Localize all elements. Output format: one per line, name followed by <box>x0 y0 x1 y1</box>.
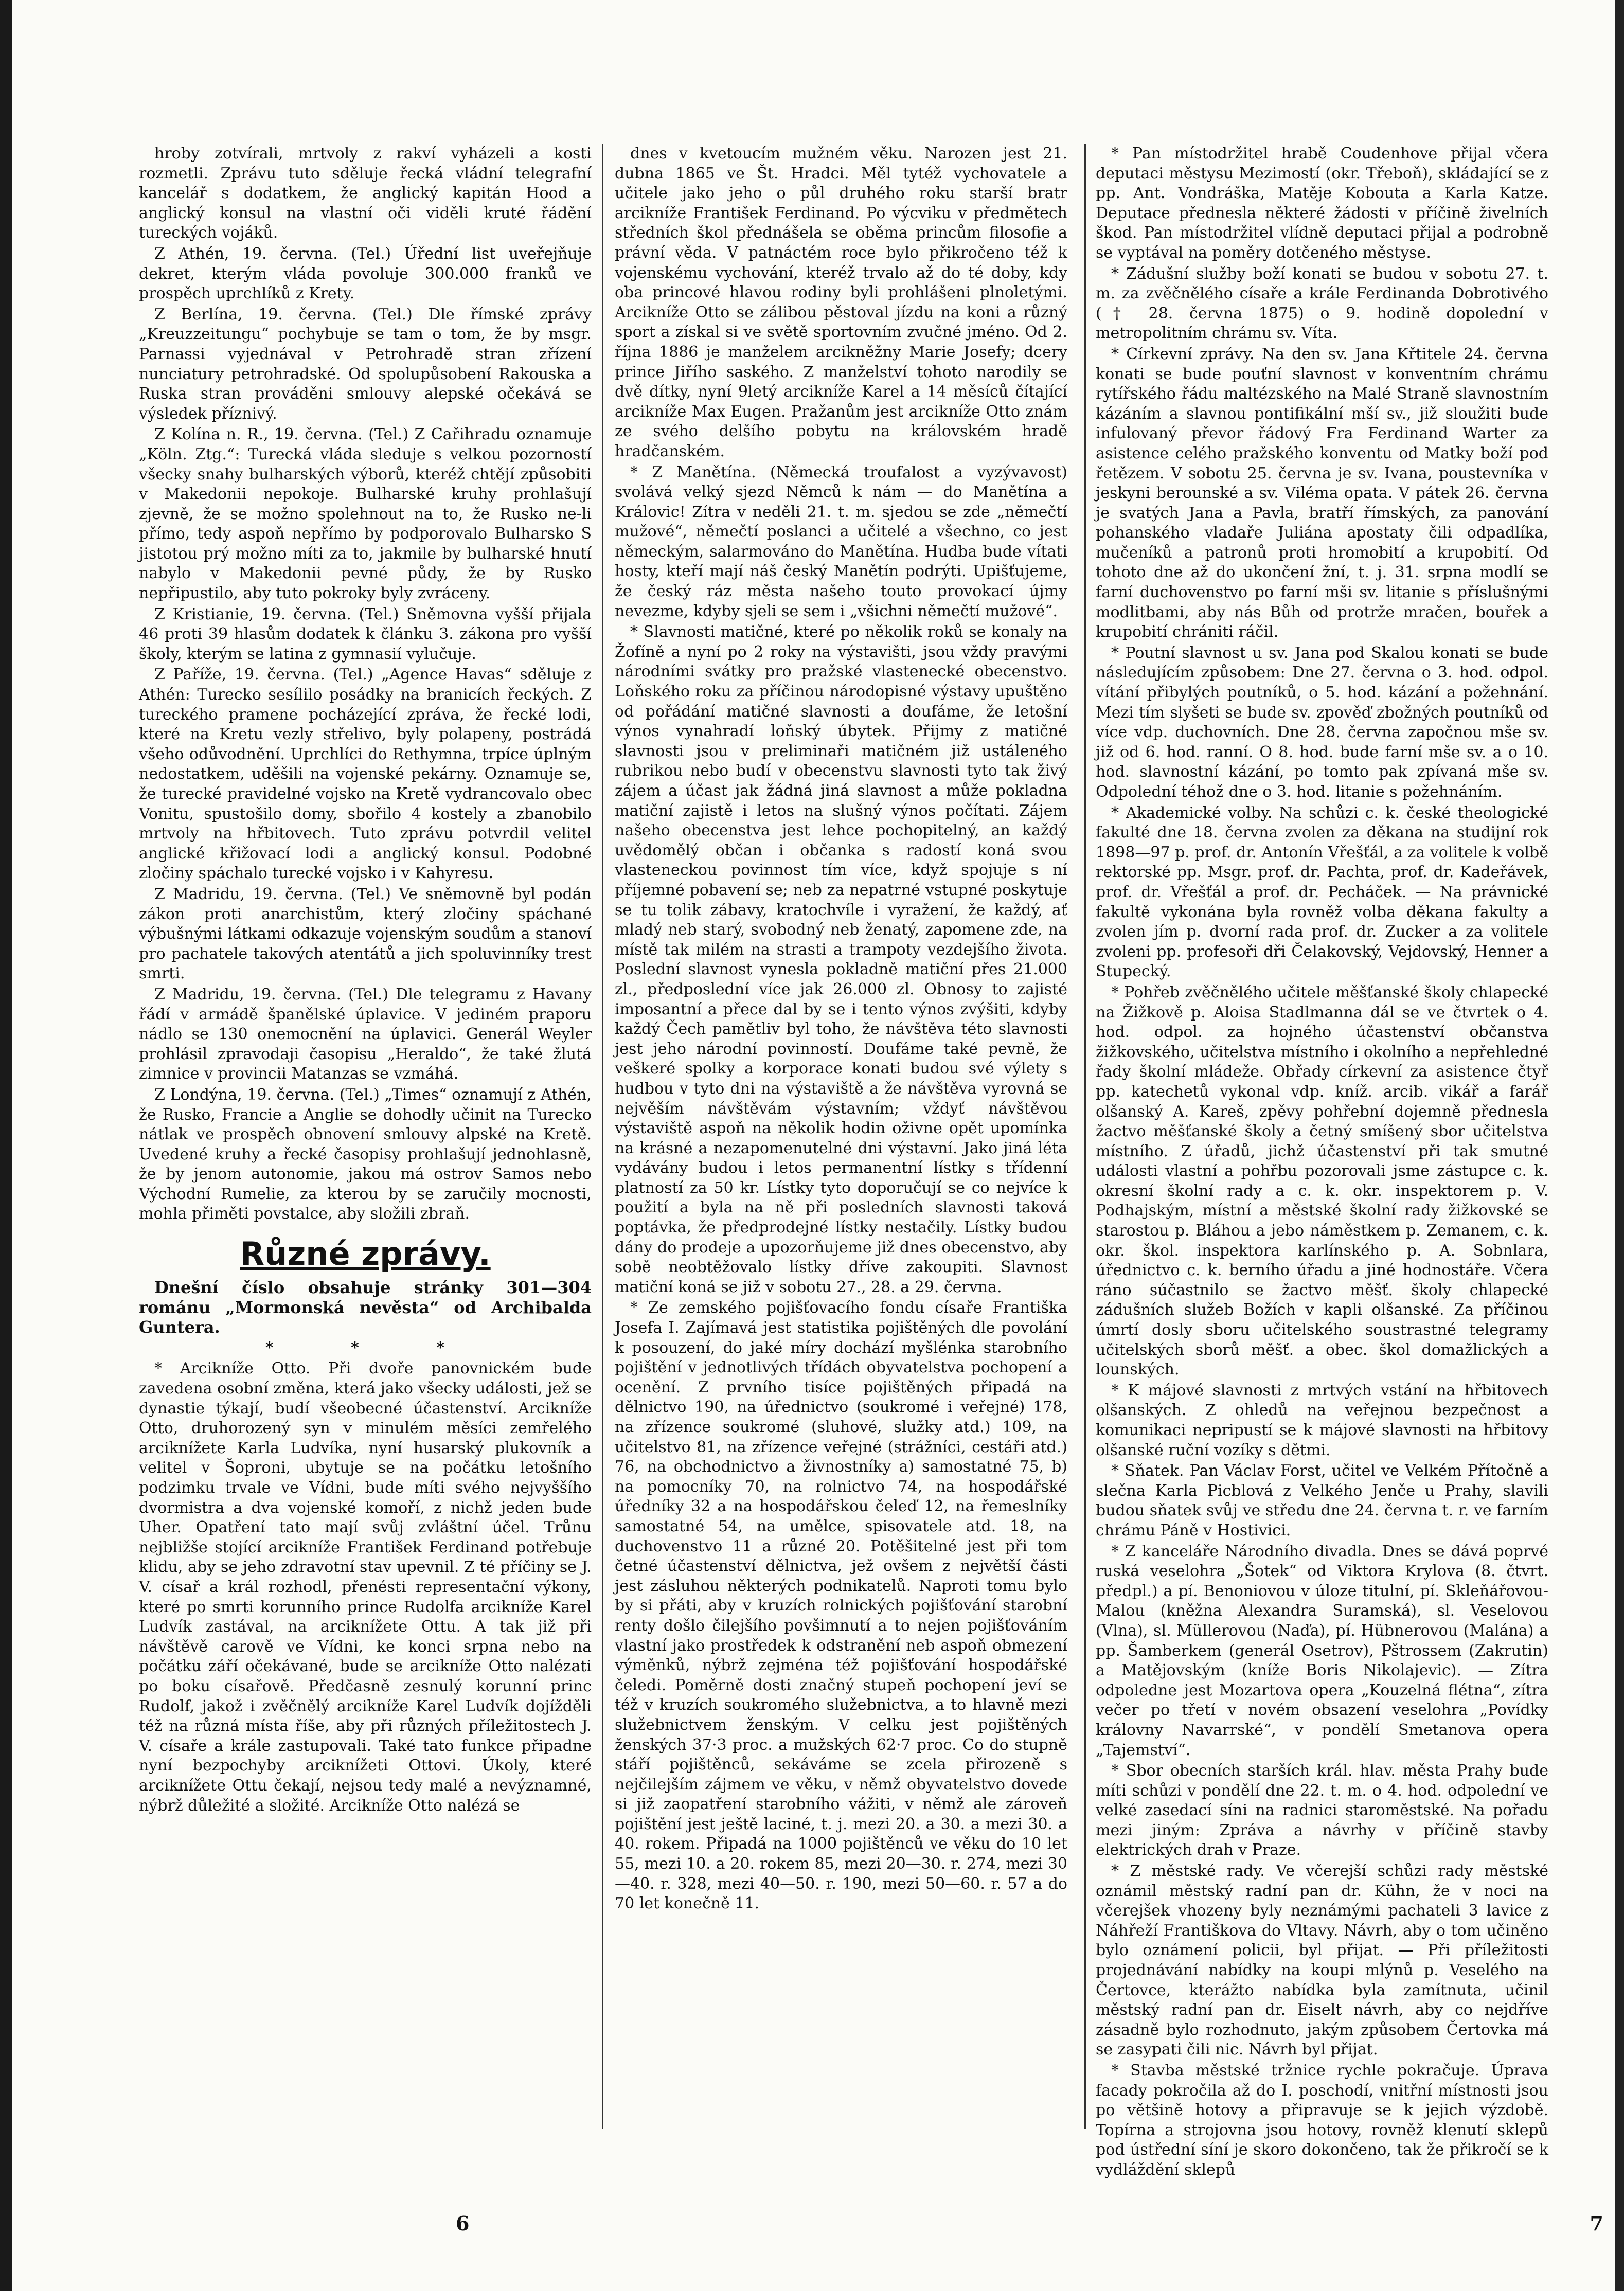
article-paragraph: * Z kanceláře Národního divadla. Dnes se dává poprvé ruská veselohra „Šotek“ od Viktora Krylova (8. čtvrt. předpl.) a pí. Benoniovou v úloze titulní, pí. Skleňářovou-Malou (kněžna Alexandra Suramská), sl. Veselovou (Vlna), sl. Müllerovou (Naďa), pí. Hübnerovou (Malána) a pp. Šamberkem (generál Osetrov), Pštrossem (Zakrutin) a Matějovským (kníže Boris Nikolajevic). — Zítra odpoledne jest Mozartova opera „Kouzelná flétna“, zítra večer po třetí v novém obsazení veselohra „Povídky královny Navarrské“, v pondělí Smetanova opera „Tajemství“. <box>1096 1542 1548 1759</box>
column-3 <box>1096 144 1548 2179</box>
column-1 <box>139 144 592 2129</box>
article-paragraph: * Z Manětína. (Německá troufalost a vyzývavost) svolává velký sjezd Němců k nám — do Manětína a Královic! Zítra v neděli 21. t. m. sjedou se zde „němečtí mužové“, němečtí poslanci a učitelé a všechno, co jest německým, salarmováno do Manětína. Hudba bude vítati hosty, kteří mají náš český Manětín podrýti. Upišťujeme, že český ráz města našeho touto provokací újmy nevezme, kdyby sjeli se sem i „všichni němečtí mužové“. <box>615 463 1067 620</box>
column-2 <box>615 144 1067 2129</box>
article-paragraph: * Sbor obecních starších král. hlav. města Prahy bude míti schůzi v pondělí dne 22. t. m. o 4. hod. odpolední ve velké zasedací síni na radnici staroměstské. Na pořadu mezi jiným: Zpráva a návrhy v příčině stavby elektrických drah v Praze. <box>1096 1762 1548 1859</box>
newspaper-columns <box>139 144 1548 2179</box>
article-paragraph: Z Athén, 19. června. (Tel.) Úřední list uveřejňuje dekret, kterým vláda povoluje 300.000 franků ve prospěch uprchlíků z Krety. <box>139 244 592 303</box>
article-paragraph: * K májové slavnosti z mrtvých vstání na hřbitovech olšanských. Z ohledů na veřejnou bezpečnost a komunikaci nepripustí se k májové slavnosti na hřbitovy olšanské ruční vozíky s dětmi. <box>1096 1381 1548 1459</box>
article-paragraph: * Arcikníže Otto. Při dvoře panovnickém bude zavedena osobní změna, která jako všecky události, jež se dynastie týkají, budí všeobecné účastenství. Arcikníže Otto, druhorozený syn v minulém měsíci zemřelého arciknížete Karla Ludvíka, nyní husarský plukovník a velitel v Šoproni, ubytuje se na počátku letošního podzimku trvale ve Vídni, bude míti svého nejvyššího dvormistra a dva vojenské komoří, z nichž jeden bude Uher. Opatření tato mají svůj zvláštní účel. Trůnu nejbližše stojící arcikníže František Ferdinand potřebuje klidu, aby se jeho zdravotní stav upevnil. Z té příčiny se J. V. císař a král rozhodl, přenésti representační výkony, které po smrti korunního prince Rudolfa arcikníže Karel Ludvík zastával, na arciknížete Ottu. A tak již při návštěvě carově ve Vídni, ke konci srpna nebo na počátku září očekávané, bude se arcikníže Otto nalézati po boku císařově. Předčasně zesnulý korunní princ Rudolf, jakož i zvěčnělý arcikníže Karel Ludvík dojížděli též na různá místa říše, aby při různých příležitostech J. V. císaře a krále zastupovali. Také tato funkce připadne nyní bezpochyby arciknížeti Ottovi. Úkoly, které arciknížete Ottu čekají, nejsou tedy malé a nevýznamné, nýbrž důležité a složité. Arcikníže Otto nalézá se <box>139 1359 592 1815</box>
corner-mark: 7 <box>1590 2212 1603 2235</box>
article-paragraph: Z Paříže, 19. června. (Tel.) „Agence Havas“ sděluje z Athén: Turecko sesílilo posádky na branicích řeckých. Z tureckého pramene pocházející zpráva, že řecké lodi, které na Kretu vezly střelivo, byly polapeny, postrádá všeho odůvodnění. Uprchlíci do Rethymna, trpíce úplným nedostatkem, uděšili na vojenské pekárny. Oznamuje se, že turecké pravidelné vojsko na Kretě vydrancovalo obec Vonitu, spustošilo domy, sbořilo 4 kostely a zbanobilo mrtvoly na hřbitovech. Tuto zprávu potvrdil velitel anglické křižovací lodi a anglický konsul. Podobné zločiny spáchalo turecké vojsko i v Kahyresu. <box>139 666 592 883</box>
article-paragraph: * Pohřeb zvěčnělého učitele měšťanské školy chlapecké na Žižkově p. Aloisa Stadlmanna dál se ve čtvrtek o 4. hod. odpol. za hojného účastenství občanstva žižkovského, učitelstva místního i okolního a nepřehledné řady školní mládeže. Obřady církevní za asistence čtyř pp. katechetů vykonal vdp. kníž. arcib. vikář a farář olšanský A. Kareš, zpěvy pohřební dojemně přednesla žactvo měšťanské školy a četný smíšený sbor učitelstva místního. Z úřadů, jichž účastenství při tak smutné události vlastní a pohřbu pozorovali jsme zástupce c. k. okresní školní rady a c. k. okr. inspektorem p. V. Podhajským, místní a městské školní rady žižkovské se starostou p. Bláhou a jebo náměstkem p. Zemanem, c. k. okr. škol. inspektora karlínského p. A. Sobnlara, úřednictvo c. k. berního úřadu a jiné hodnostáře. Včera ráno súčastnilo se žactvo měšť. školy chlapecké zádušních služeb Božích v kapli olšanské. Za příčinou úmrtí dosly sboru učitelského soustrastné telegramy učitelských sborů měšť. a obec. škol domažlických a lounských. <box>1096 983 1548 1379</box>
scan-edge-left <box>0 0 12 2291</box>
article-paragraph: Z Londýna, 19. června. (Tel.) „Times“ oznamují z Athén, že Rusko, Francie a Anglie se dohodly učinit na Turecko nátlak ve prospěch obnovení smlouvy alpské na Kretě. Uvedené kruhy a řecké časopisy prohlašují jednohlasně, že by jenom autonomie, jakou má ostrov Samos nebo Východní Rumelie, za kterou by se zaručily mocnosti, mohla přiměti povstalce, aby složili zbraň. <box>139 1085 592 1223</box>
article-paragraph: * Slavnosti matičné, které po několik roků se konaly na Žofíně a nyní po 2 roky na výstavišti, jsou vždy pravými národními svátky pro pražské vlastenecké obecenstvo. Loňského roku za příčinou národopisné výstavy upuštěno od pořádání matičné slavnosti a doufáme, že letošní výnos vynahradí loňský úbytek. Přijmy z matičné slavnosti jsou v preliminaři matičném již ustáleného rubrikou nebo budí v obecenstvu slavnosti tyto tak živý zájem a účast jak žádná jiná slavnost a může pokladna matiční zajistě i letos na slušný výnos počítati. Zájem našeho obecenstva jest lehce pochopitelný, an každý uvědomělý občan i občanka s radostí koná svou vlasteneckou povinnost tím více, když spojuje s ní příjemné pobavení se; neb za nepatrné vstupné poskytuje se tu tolik zábavy, kratochvíle i vyražení, že každý, ať mladý neb starý, svobodný neb ženatý, zapomene zde, na místě tak milém na strasti a trampoty vezdejšího života. Poslední slavnost vynesla pokladně matiční přes 21.000 zl., předposlední více jak 26.000 zl. Obnosy to zajisté imposantní a přece dal by se i tento výnos zvýšiti, kdyby každý Čech pamětliv byl toho, že návštěva této slavnosti jest jeho národní povinností. Doufáme také pevně, že veškeré spolky a korporace konati budou své výlety s hudbou v tyto dni na výstaviště a že návštěva vyrovná se nejvěším návštěvám výstavním; vždyť návštěvou výstaviště aspoň na několik hodin oživne opět upomínka na krásné a nezapomenutelné dni výstavní. Jako jiná léta vydávány budou i letos permanentní lístky s třídenní platností za 50 kr. Lístky tyto doporučují se co nejvíce k použití a byla na ně při posledních slavnosti taková poptávka, že předprodejné lístky nestačily. Lístky budou dány do prodeje a upozorňujeme již dnes obecenstvo, aby sobě neobtěžovalo lístky dříve zakoupiti. Slavnost matiční koná se již v sobotu 27., 28. a 29. června. <box>615 623 1067 1296</box>
article-paragraph: * Církevní zprávy. Na den sv. Jana Křtitele 24. června konati se bude pouťní slavnost v konventním chrámu rytířského řádu maltézského na Malé Straně slavnostním kázáním a slavnou pontifikální mší sv., již sloužiti bude infulovaný převor řádový Fra Ferdinand Warter za asistence celého pražského konventu od Matky boží pod řetězem. V sobotu 25. června je sv. Ivana, poustevníka v jeskyni berounské a sv. Viléma opata. V pátek 26. června je svatých Jana a Pavla, bratří římských, za panování pohanského vladaře Juliána apostaty čili odpadlíka, mučeníků a patronů proti hromobití a krupobití. Od tohoto dne až do ukončení žní, t. j. 31. srpna modlí se farní duchovenstvo po farní mši sv. litanie s příslušnými modlitbami, aby nás Bůh od protrže mračen, bouřek a krupobití chrániti ráčil. <box>1096 345 1548 641</box>
article-paragraph: Z Berlína, 19. června. (Tel.) Dle římské zprávy „Kreuzzeitungu“ pochybuje se tam o tom, že by msgr. Parnassi vyjednával v Petrohradě stran zřízení nunciatury petrohradské. Od spolupůsobení Rakouska a Ruska stran prováděni smlouvy alepské očekává se výsledek příznivý. <box>139 305 592 423</box>
separator-stars: * * * <box>265 1338 480 1357</box>
article-paragraph: hroby zotvírali, mrtvoly z rakví vyházeli a kosti rozmetli. Zprávu tuto sděluje řecká vládní telegrafní kancelář s dodatkem, že anglický kapitán Hood a anglický konsul na vlastní oči viděli kruté řádění tureckých vojáků. <box>139 145 592 242</box>
supplement-notice: Dnešní číslo obsahuje stránky 301—304 románu „Mormonská nevěsta“ od Archibalda Guntera. <box>139 1278 592 1337</box>
scan-edge-right <box>1615 0 1624 2291</box>
article-paragraph: * Stavba městské tržnice rychle pokračuje. Úprava facady pokročila až do I. poschodí, vnitřní místnosti jsou po většině hotovy a připravuje se k jejich výzdobě. Topírna a strojovna jsou hotovy, rovněž klenutí sklepů pod ústřední síní je skoro dokončeno, tak že přikročí se k vydláždění sklepů <box>1096 2062 1548 2179</box>
page-number: 6 <box>456 2212 470 2235</box>
article-paragraph: Z Madridu, 19. června. (Tel.) Ve sněmovně byl podán zákon proti anarchistům, který zločiny spáchané výbušnými látkami odkazuje vojenským soudům a stanoví pro pachatele takových atentátů a jich spoluvinníky trest smrti. <box>139 885 592 983</box>
article-paragraph: * Z městské rady. Ve včerejší schůzi rady městské oznámil městský radní pan dr. Kühn, že v noci na včerejšek vhozeny byly neznámými pachateli 3 lavice z Náhřeží Františkova do Vltavy. Návrh, aby o tom učiněno bylo oznámení policii, byl přijat. — Při příležitosti projednávání nabídky na koupi mlýnů p. Veselého na Čertovce, kterážto nabídka byla zamítnuta, učinil městský radní pan dr. Eiselt návrh, aby co nejdříve zásadně bylo rozhodnuto, jakým způsobem Čertovka má se zasypati čili nic. Návrh byl přijat. <box>1096 1862 1548 2059</box>
column-rule <box>602 144 603 2129</box>
article-paragraph: Z Madridu, 19. června. (Tel.) Dle telegramu z Havany řádí v armádě španělské úplavice. V jediném praporu nádlo se 130 onemocnění na úplavici. Generál Weyler prohlásil zpravodaji časopisu „Heraldo“, že také žlutá zimnice v provincii Matanzas se vzmáhá. <box>139 985 592 1083</box>
article-paragraph: * Akademické volby. Na schůzi c. k. české theologické fakulté dne 18. června zvolen za děkana na studijní rok 1898—97 p. prof. dr. Antonín Vřešťál, a za volitele k volbě rektorské pp. Msgr. prof. dr. Pachta, prof. dr. Kadeřávek, prof. dr. Vřešťál a prof. dr. Pecháček. — Na právnické fakultě vykonána byla rovněž volba děkana fakulty a zvolen jím p. dvorní rada prof. dr. Zucker a za volitele zvoleni pp. profesoři dři Čelakovský, Vejdovský, Henner a Stupecký. <box>1096 803 1548 981</box>
article-paragraph: * Pan místodržitel hrabě Coudenhove přijal včera deputaci městysu Mezimostí (okr. Třeboň), skládající se z pp. Ant. Vondráška, Matěje Kobouta a Karla Katze. Deputace přednesla některé žádosti v příčině živelních škod. Pan místodržitel vlídně deputaci přijal a podrobně se vyptával na poměry dotčeného městyse. <box>1096 145 1548 262</box>
article-paragraph: Z Kolína n. R., 19. června. (Tel.) Z Cařihradu oznamuje „Köln. Ztg.“: Turecká vláda sleduje s velkou pozorností všecky snahy bulharských výborů, kteréž chtějí způsobiti v Makedonii nepokoje. Bulharské kruhy prohlašují zjevně, že se možno spolehnout na to, že Rusko ne-li přímo, tedy aspoň nepřímo by podporovalo Bulharsko S jistotou prý možno míti za to, jakmile by bulharské hnutí nabylo v Makedonii pevné půdy, že by Rusko nepřipustilo, aby tuto pokroky byly zvráceny. <box>139 425 592 603</box>
section-heading: Různé zprávy. <box>240 1235 491 1273</box>
article-paragraph: * Sňatek. Pan Václav Forst, učitel ve Velkém Přítočně a slečna Karla Picblová z Velkého Jenče u Prahy, slavili budou sňatek svůj ve středu dne 24. června t. r. ve farním chrámu Páně v Hostivici. <box>1096 1462 1548 1540</box>
article-paragraph: Z Kristianie, 19. června. (Tel.) Sněmovna vyšší přijala 46 proti 39 hlasům dodatek k článku 3. zákona pro vyšší školy, kterým se latina z gymnasií vylučuje. <box>139 605 592 663</box>
article-paragraph: * Zádušní služby boží konati se budou v sobotu 27. t. m. za zvěčnělého císaře a krále Ferdinanda Dobrotivého († 28. června 1875) o 9. hodině dopolední v metropolitním chrámu sv. Víta. <box>1096 264 1548 343</box>
article-paragraph: dnes v kvetoucím mužném věku. Narozen jest 21. dubna 1865 ve Št. Hradci. Měl tytéž vychovatele a učitele jako jeho o půl druhého roku starší bratr arcikníže František Ferdinand. Po výcviku v předmětech středních škol přednášela se oběma princům filosofie a právní věda. V patnáctém roce bylo přikročeno též k vojenskému vychování, kteréž trvalo až do té doby, kdy oba princové hlavou rodiny byli prohlášeni plnoletými. Arcikníže Otto se zálibou pěstoval jízdu na koni a různý sport a získal si ve světě sportovním zvučné jméno. Od 2. října 1886 je manželem arcikněžny Marie Josefy; dcery prince Jiřího saského. Z manželství tohoto narodily se dvě dítky, nyní 9letý arcikníže Karel a 14 měsíců čítající arcikníže Max Eugen. Pražanům jest arcikníže Otto znám ze svého delšího pobytu na královském hradě hradčanském. <box>615 145 1067 460</box>
article-paragraph: * Poutní slavnost u sv. Jana pod Skalou konati se bude následujícím způsobem: Dne 27. června o 3. hod. odpol. vítání přibylých poutníků, o 5. hod. kázání a požehnání. Mezi tím slyšeti se bude sv. zpověď zbožných poutníků od více vdp. duchovních. Dne 28. června započnou mše sv. již od 6. hod. ranní. O 8. hod. bude farní mše sv. a o 10. hod. slavnostní kázání, po tomto pak zpívaná mše sv. Odpolední téhož dne o 3. hod. litanie s požehnáním. <box>1096 643 1548 801</box>
article-paragraph: * Ze zemského pojišťovacího fondu císaře Františka Josefa I. Zajímavá jest statistika pojištěných dle povolání k posouzení, do jaké míry dochází myšlénka starobního pojištění v jednotlivých třídách obyvatelstva pochopení a ocenění. Z prvního tisíce pojištěných připadá na dělnictvo 190, na úřednictvo (soukromé i veřejné) 178, na zřízence soukromé (sluhové, služky atd.) 109, na učitelstvo 81, na zřízence veřejné (strážníci, cestáři atd.) 76, na obchodnictvo a živnostníky a) samostatné 75, b) na pomocníky 70, na rolnictvo 74, na hospodářské úředníky 32 a na hospodářskou čeleď 12, na řemeslníky samostatné 54, na umělce, spisovatele atd. 18, na duchovenstvo 11 a různé 20. Potěšitelné jest při tom četné účastenství dělnictva, jež ovšem z největší části jest zásluhou některých podnikatelů. Naproti tomu bylo by si přáti, aby v kruzích rolnických pojišťování starobní renty došlo čilejšího povšimnutí a to nejen pojišťováním vlastní jako prostředek k odstranění neb aspoň obmezení výměnků, nýbrž zejména též pojišťování hospodářské čeledi. Poměrně dosti značný stupeň pochopení jeví se též v kruzích soukromého služebnictva, a to hlavně mezi služebnictvem ženským. V celku jest pojištěných ženských 37·3 proc. a mužských 62·7 proc. Co do stupně stáří pojištěnců, sekáváme se zcela přirozeně s nejčilejším zájmem ve věku, v němž obyvatelstvo dovede si již zaopatření starobního vážiti, v němž ale zároveň pojištění jest ještě laciné, t. j. mezi 20. a 30. a mezi 30. a 40. rokem. Připadá na 1000 pojištěnců ve věku do 10 let 55, mezi 10. a 20. rokem 85, mezi 20—30. r. 274, mezi 30—40. r. 328, mezi 40—50. r. 190, mezi 50—60. r. 57 a do 70 let konečně 11. <box>615 1299 1067 1913</box>
column-rule <box>1084 144 1086 2129</box>
